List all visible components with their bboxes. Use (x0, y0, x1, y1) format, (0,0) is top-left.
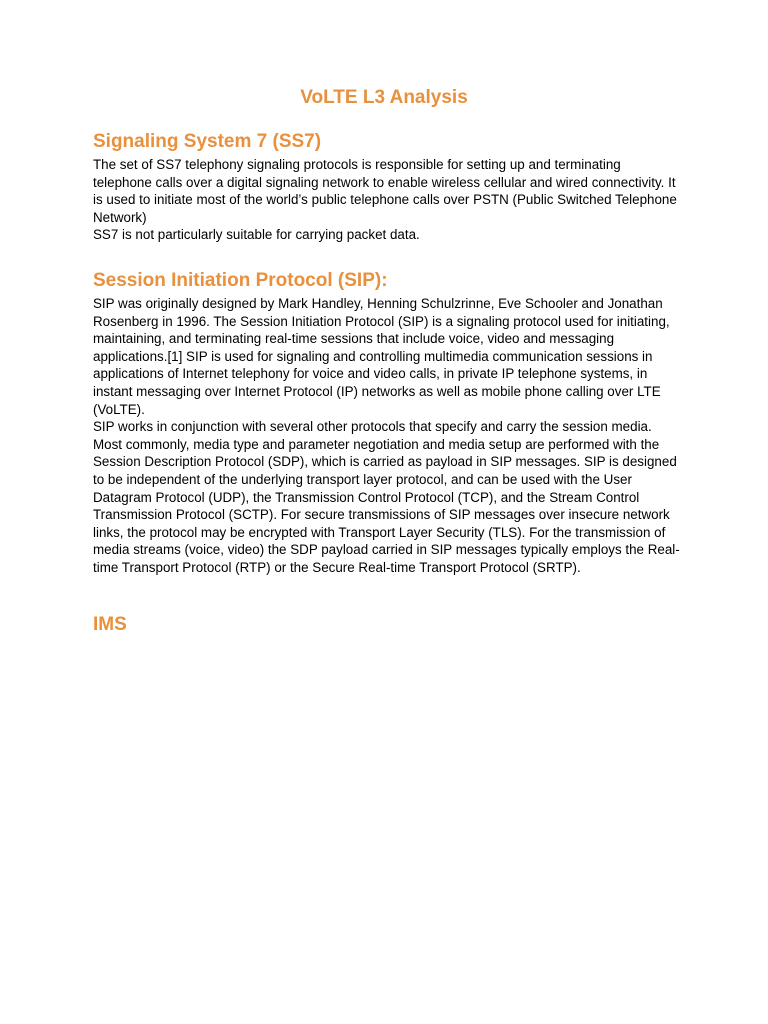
paragraph-ss7-packet-data: SS7 is not particularly suitable for carrying packet data. (93, 227, 420, 243)
section-heading-sip: Session Initiation Protocol (SIP): (93, 270, 388, 291)
section-ims (93, 613, 683, 637)
paragraph-ss7-overview: The set of SS7 telephony signaling protocols is responsible for setting up and terminating telephone calls over a digital signaling network to enable wireless cellular and wired connectivity. It is used to initiate most of the world’s public telephone calls over PSTN (Public Switched Telephone Network) (93, 157, 677, 225)
section-heading-ims: IMS (93, 614, 127, 635)
section-ss7 (93, 130, 683, 244)
section-heading-ss7: Signaling System 7 (SS7) (93, 131, 322, 152)
section-sip (93, 269, 683, 577)
paragraph-sip-protocols: SIP works in conjunction with several other protocols that specify and carry the session media. Most commonly, media type and parameter negotiation and media setup are performed with the Session Description Protocol (SDP), which is carried as payload in SIP messages. SIP is designed to be independent of the underlying transport layer protocol, and can be used with the User Datagram Protocol (UDP), the Transmission Control Protocol (TCP), and the Stream Control Transmission Protocol (SCTP). For secure transmissions of SIP messages over insecure network links, the protocol may be encrypted with Transport Layer Security (TLS). For the transmission of media streams (voice, video) the SDP payload carried in SIP messages typically employs the Real-time Transport Protocol (RTP) or the Secure Real-time Transport Protocol (SRTP). (93, 419, 680, 575)
paragraph-sip-history: SIP was originally designed by Mark Handley, Henning Schulzrinne, Eve Schooler and Jonathan Rosenberg in 1996. The Session Initiation Protocol (SIP) is a signaling protocol used for initiating, maintaining, and terminating real-time sessions that include voice, video and messaging applications.[1] SIP is used for signaling and controlling multimedia communication sessions in applications of Internet telephony for voice and video calls, in private IP telephone systems, in instant messaging over Internet Protocol (IP) networks as well as mobile phone calling over LTE (VoLTE). (93, 296, 670, 417)
document-title: VoLTE L3 Analysis (300, 87, 468, 108)
